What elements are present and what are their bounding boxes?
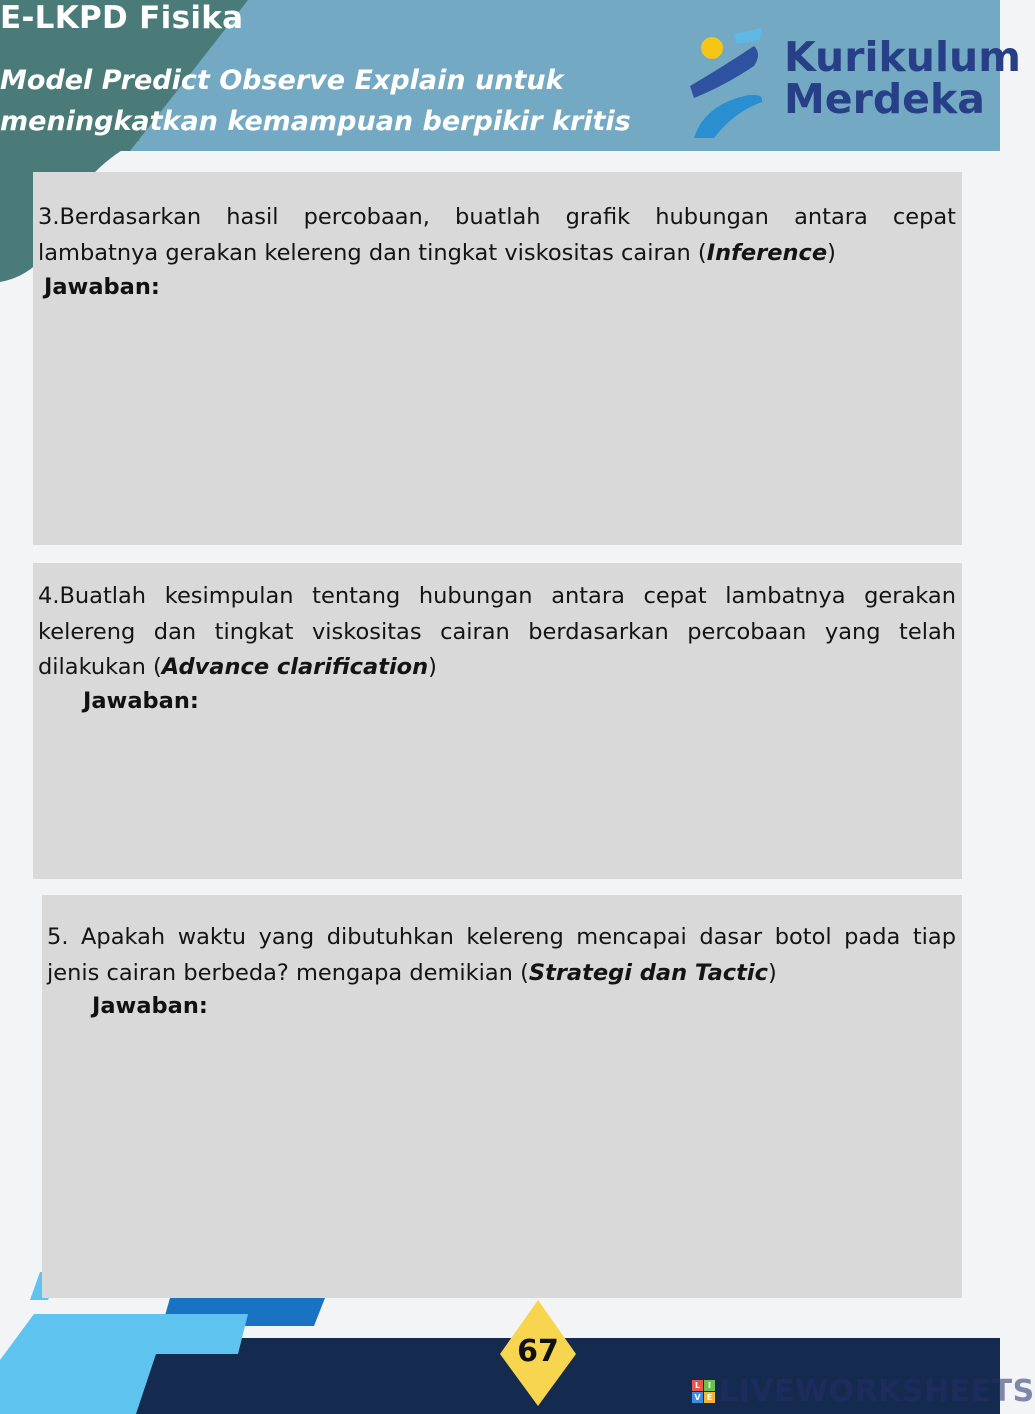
logo-text: [784, 33, 1021, 123]
answer-label-3: Jawaban:: [44, 274, 160, 300]
answer-label-4: Jawaban:: [83, 688, 199, 714]
subtitle-line-2: meningkatkan kemampuan berpikir kritis: [0, 106, 631, 137]
liveworksheets-logo-icon: L I V E: [692, 1380, 715, 1403]
document-subtitle: [0, 60, 631, 142]
question-text-5: 5. Apakah waktu yang dibutuhkan kelereng mencapai dasar botol pada tiap jenis cairan berbeda? mengapa demikian (Strategi dan Tactic): [47, 924, 956, 986]
subtitle-line-1: Model Predict Observe Explain untuk: [0, 65, 564, 96]
question-card-3: [33, 172, 962, 545]
logo-line-2: Merdeka: [784, 75, 985, 123]
logo-line-1: Kurikulum: [784, 33, 1021, 81]
question-skill-tag-3: Inference: [706, 239, 828, 266]
answer-area-5[interactable]: [47, 1035, 956, 1290]
kurikulum-merdeka-emblem-icon: [684, 26, 774, 142]
answer-area-4[interactable]: [38, 728, 956, 873]
page-number: 67: [517, 1334, 559, 1369]
question-text-4: 4.Buatlah kesimpulan tentang hubungan antara cepat lambatnya gerakan kelereng dan tingkat viskositas cairan berdasarkan percobaan yang telah dilakukan (Advance clarification): [38, 583, 956, 680]
question-skill-tag-5: Strategi dan Tactic: [528, 959, 768, 986]
question-text-3: 3.Berdasarkan hasil percobaan, buatlah grafik hubungan antara cepat lambatnya gerakan kelereng dan tingkat viskositas cairan (Inference): [38, 204, 956, 266]
liveworksheets-text: LIVEWORKSHEETS: [719, 1374, 1035, 1409]
question-card-4: [33, 563, 962, 879]
question-card-5: [42, 895, 962, 1298]
answer-label-5: Jawaban:: [92, 993, 208, 1019]
document-title: E-LKPD Fisika: [0, 0, 244, 36]
liveworksheets-brand[interactable]: [692, 1374, 1035, 1409]
answer-area-3[interactable]: [38, 312, 956, 537]
kurikulum-merdeka-logo: [684, 26, 1021, 142]
question-skill-tag-4: Advance clarification: [161, 654, 429, 680]
